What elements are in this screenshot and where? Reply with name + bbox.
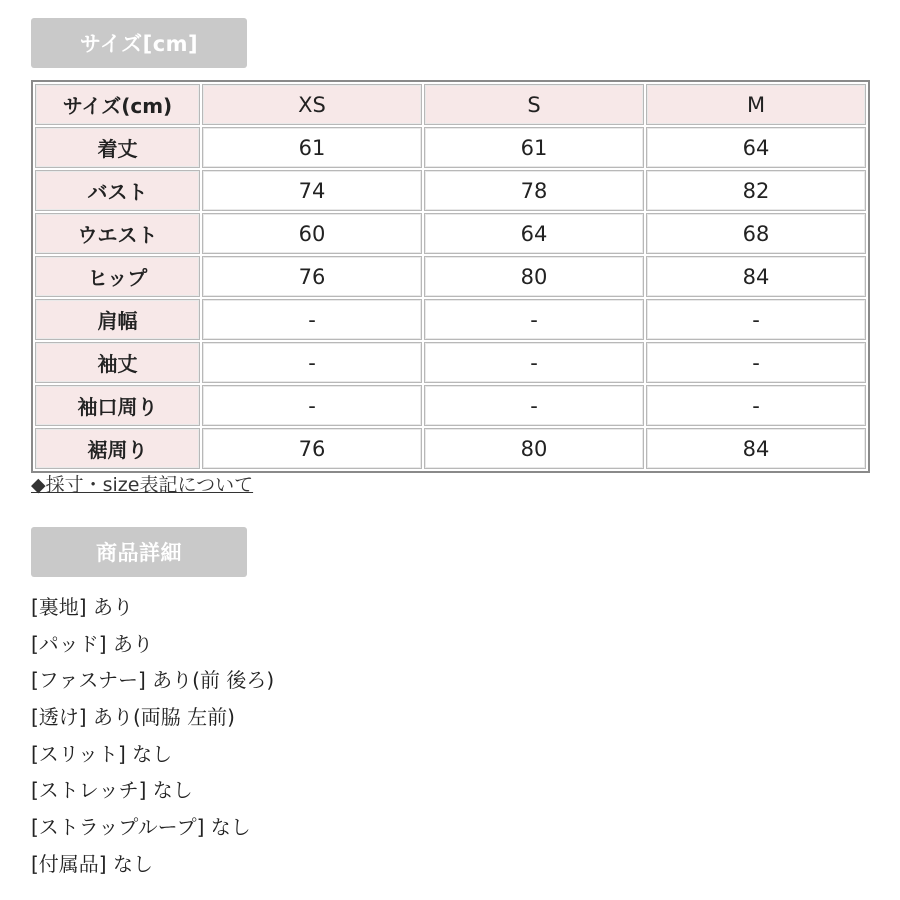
size-column-s: S xyxy=(424,84,644,125)
table-row xyxy=(35,256,866,297)
cell-value: 80 xyxy=(424,256,644,297)
cell-value: 84 xyxy=(646,256,866,297)
cell-value: 78 xyxy=(424,170,644,211)
row-label: ウエスト xyxy=(35,213,200,254)
size-section-tab: サイズ[cm] xyxy=(31,18,247,68)
row-label: 袖丈 xyxy=(35,342,200,383)
size-table-header-label: サイズ(cm) xyxy=(35,84,200,125)
cell-value: 64 xyxy=(424,213,644,254)
size-table xyxy=(31,80,870,473)
cell-value: - xyxy=(646,342,866,383)
product-details-list xyxy=(31,591,274,885)
cell-value: 76 xyxy=(202,256,422,297)
row-label: ヒップ xyxy=(35,256,200,297)
cell-value: - xyxy=(646,299,866,340)
cell-value: 60 xyxy=(202,213,422,254)
list-item: [スリット] なし xyxy=(31,741,173,766)
cell-value: - xyxy=(202,385,422,426)
cell-value: - xyxy=(646,385,866,426)
size-table-header-row xyxy=(35,84,866,125)
cell-value: 61 xyxy=(202,127,422,168)
row-label: 肩幅 xyxy=(35,299,200,340)
row-label: 袖口周り xyxy=(35,385,200,426)
cell-value: - xyxy=(202,342,422,383)
list-item: [付属品] なし xyxy=(31,851,153,876)
cell-value: 76 xyxy=(202,428,422,469)
row-label: バスト xyxy=(35,170,200,211)
list-item: [透け] あり(両脇 左前) xyxy=(31,705,235,730)
product-details-section-tab: 商品詳細 xyxy=(31,527,247,577)
cell-value: - xyxy=(424,342,644,383)
table-row xyxy=(35,127,866,168)
table-row xyxy=(35,213,866,254)
list-item: [ストレッチ] なし xyxy=(31,778,193,803)
row-label: 着丈 xyxy=(35,127,200,168)
table-row xyxy=(35,385,866,426)
table-row xyxy=(35,342,866,383)
size-measurement-note-link[interactable]: ◆採寸・size表記について xyxy=(31,474,254,496)
cell-value: 61 xyxy=(424,127,644,168)
cell-value: 74 xyxy=(202,170,422,211)
list-item: [裏地] あり xyxy=(31,595,133,619)
size-column-xs: XS xyxy=(202,84,422,125)
row-label: 裾周り xyxy=(35,428,200,469)
table-row xyxy=(35,428,866,469)
cell-value: 84 xyxy=(646,428,866,469)
list-item: [ストラップループ] なし xyxy=(31,815,251,840)
cell-value: - xyxy=(202,299,422,340)
cell-value: - xyxy=(424,385,644,426)
table-row xyxy=(35,170,866,211)
table-row xyxy=(35,299,866,340)
list-item: [ファスナー] あり(前 後ろ) xyxy=(31,668,275,693)
cell-value: 68 xyxy=(646,213,866,254)
list-item: [パッド] あり xyxy=(31,631,153,656)
cell-value: 82 xyxy=(646,170,866,211)
cell-value: - xyxy=(424,299,644,340)
cell-value: 64 xyxy=(646,127,866,168)
cell-value: 80 xyxy=(424,428,644,469)
size-column-m: M xyxy=(646,84,866,125)
